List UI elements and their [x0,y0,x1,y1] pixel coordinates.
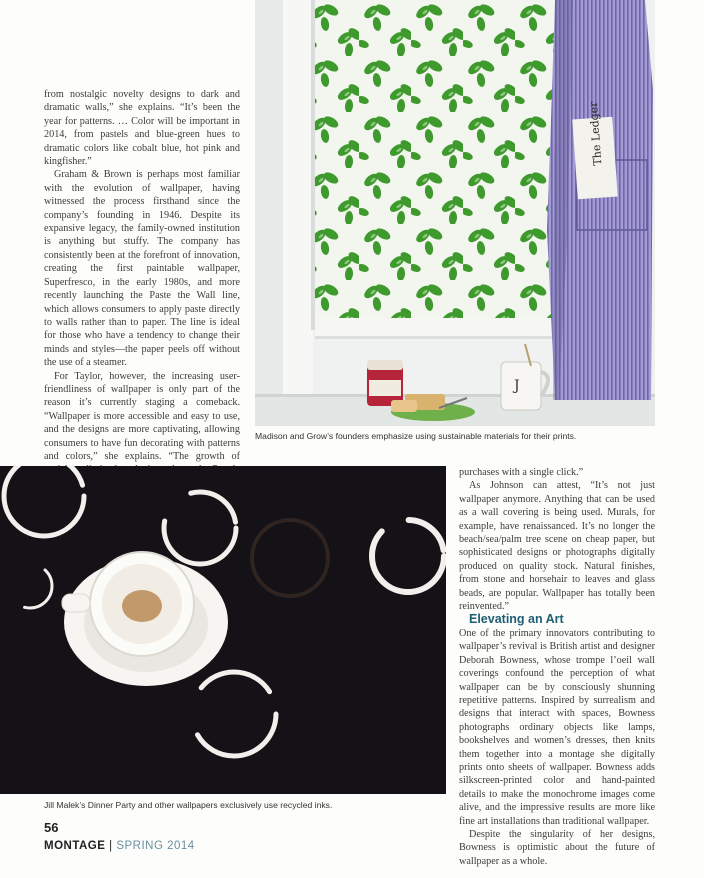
top-photo-caption: Madison and Grow’s founders emphasize using sustainable materials for their prints. [255,431,577,441]
left-paragraph-2: Graham & Brown is perhaps most familiar with the evolution of wallpaper, having witnessed the process firsthand since the company’s founding in 1946. Despite its expansive legacy, the family-owned institution is anything but stuffy. The company has consistently been at the forefront of innovation, creating the first paintable wallpaper, Superfresco, in the early 1980s, and more recently launching the Paste the Wall line, which allows consumers to apply paste directly to walls rather than to paper. The line is ideal for those who have a tendency to change their minds and styles—the paper peels off without the use of a steamer. [44,169,240,369]
left-paragraph-1: from nostalgic novelty designs to dark and dramatic walls,” she explains. “It’s been the year for patterns. … Color will be important in 2014, from pastels and blue-green hues to dramatic colors like cobalt blue, hot pink and kingfisher.” [44,89,240,168]
right-paragraph-2: As Johnson can attest, “It’s not just wallpaper anymore. Anything that can be used as a wall covering is being used. Murals, for example, have renaissanced. It’s no longer the beach/sea/palm tree scene on cheap paper, but sophisticated designs or photographs digitally produced on quality stock. Natural finishes, from stone and horsehair to leaves and glass beads, are popular. Wallpaper has totally been reinvented.” [459,480,655,613]
page-number: 56 [44,820,59,835]
right-article-column [459,466,655,868]
mug-letter: J [514,378,520,394]
coffee-ring-photo [0,466,446,794]
magazine-footer [44,840,195,852]
bottom-photo-caption: Jill Malek’s Dinner Party and other wallpapers exclusively use recycled inks. [44,800,333,810]
wallpaper-robe-photo [255,0,655,426]
left-article-column [44,88,240,530]
issue-label: SPRING 2014 [116,840,195,852]
left-paragraph-3: For Taylor, however, the increasing user-friendliness of wallpaper is only part of the reason it’s currently staging a comeback. “Wallpaper is more accessible and easy to use, and the designs are more captivating, allowing consumers to have fun decorating with patterns and colors,” she explains. “The growth of [44,370,240,462]
right-paragraph-4: Despite the singularity of her designs, Bowness is optimistic about the future of wallpaper as a whole. [459,828,655,867]
right-paragraph-3: One of the primary innovators contributing to wallpaper’s revival is British artist and designer Deborah Bowness, whose trompe l’oeil wall coverings confound the perception of what wallpaper can be by consciously shunning repetitive patterns. Inspired by surrealism and designs that interact with spaces, Bowness photographs ordinary objects like lamps, bookshelves and women’s dresses, then knits them together into a montage she digitally prints onto sheets of wallpaper. Bowness adds silkscreen-printed color and hand-painted details to make the monochrome images come alive, and the impressive results are more like fine art installations than traditional wallpaper. [459,627,655,827]
newspaper-title: The Ledger [586,101,605,166]
magazine-name: MONTAGE [44,840,106,852]
right-paragraph-1: purchases with a single click.” [459,467,584,478]
footer-separator: | [109,840,113,852]
section-subhead: Elevating an Art [469,612,564,627]
